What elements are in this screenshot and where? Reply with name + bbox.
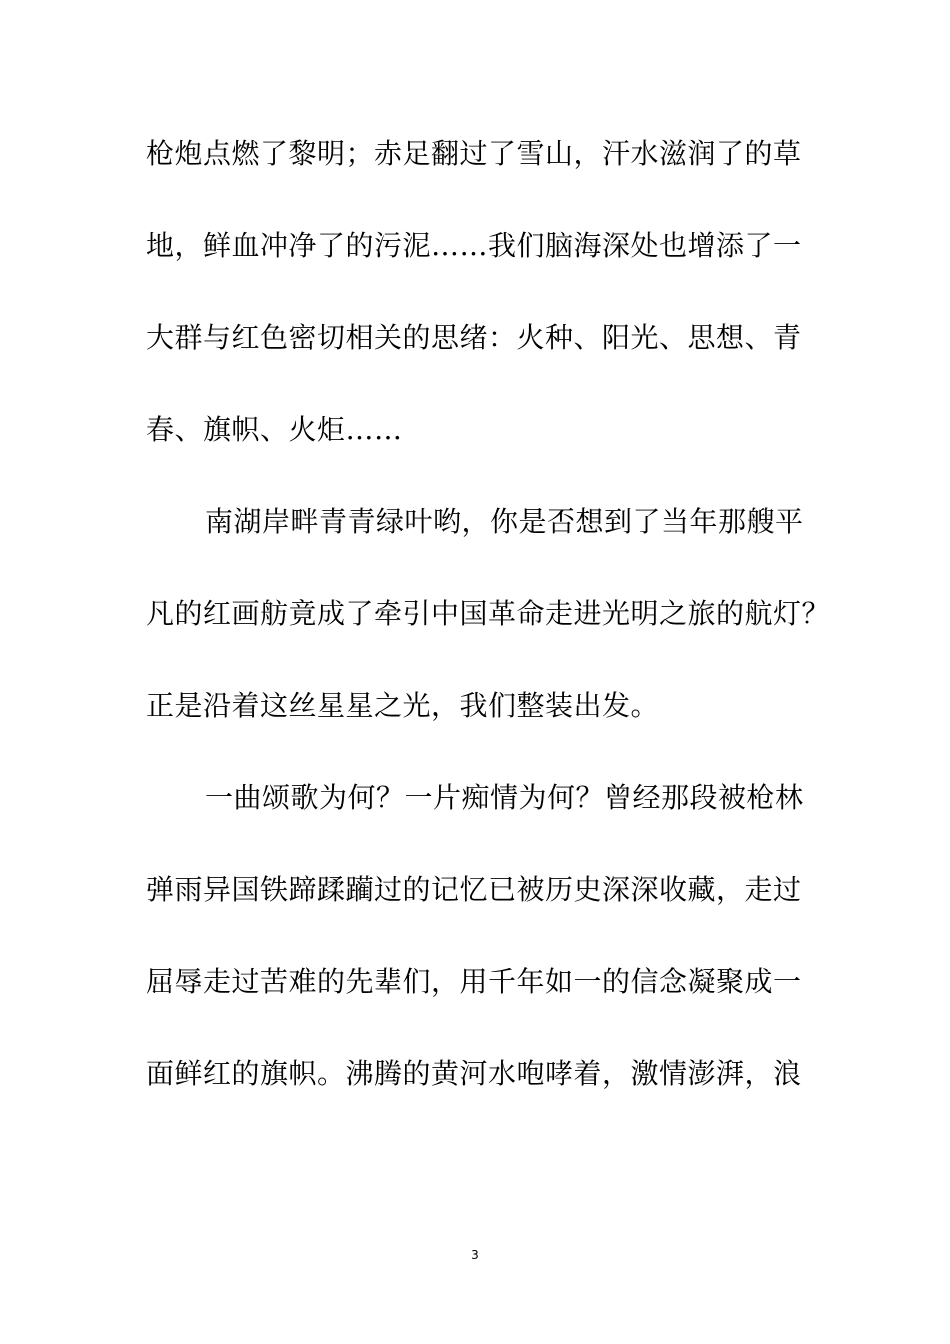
paragraph-3-line-1: 一曲颂歌为何？一片痴情为何？曾经那段被枪林	[205, 781, 804, 814]
text-line-2: 地，鲜血冲净了的污泥……我们脑海深处也增添了一	[146, 229, 802, 262]
paragraph-3-line-3: 屈辱走过苦难的先辈们，用千年如一的信念凝聚成一	[146, 965, 802, 998]
page-number: 3	[471, 1248, 479, 1262]
text-line-4: 春、旗帜、火炬……	[146, 413, 403, 446]
paragraph-3-line-2: 弹雨异国铁蹄蹂躏过的记忆已被历史深深收藏，走过	[146, 873, 802, 906]
paragraph-2-line-1: 南湖岸畔青青绿叶哟，你是否想到了当年那艘平	[205, 505, 804, 538]
paragraph-2-line-2: 凡的红画舫竟成了牵引中国革命走进光明之旅的航灯？	[146, 597, 831, 630]
text-line-1: 枪炮点燃了黎明；赤足翻过了雪山，汗水滋润了的草	[146, 137, 802, 170]
text-line-3: 大群与红色密切相关的思绪：火种、阳光、思想、青	[146, 321, 802, 354]
paragraph-3-line-4: 面鲜红的旗帜。沸腾的黄河水咆哮着，激情澎湃，浪	[146, 1057, 802, 1090]
paragraph-2-line-3: 正是沿着这丝星星之光，我们整装出发。	[146, 689, 660, 722]
